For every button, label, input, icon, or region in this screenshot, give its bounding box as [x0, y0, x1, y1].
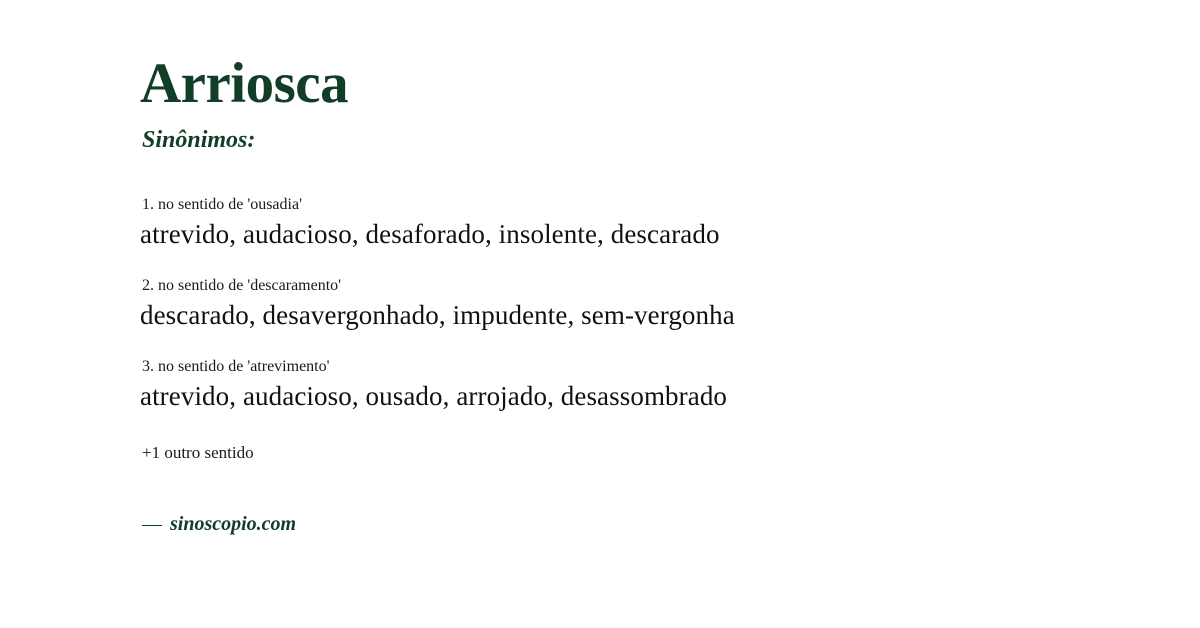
sense-label: 2. no sentido de 'descaramento' — [142, 276, 342, 294]
synonyms-subtitle: Sinônimos: — [142, 126, 256, 153]
senses-list — [140, 195, 1080, 414]
sense-label: 1. no sentido de 'ousadia' — [142, 195, 302, 213]
source-attribution — [142, 512, 1080, 536]
sense-item — [140, 357, 1080, 414]
sense-item — [140, 195, 1080, 252]
em-dash-icon: — — [142, 512, 162, 535]
page-title: Arriosca — [140, 52, 349, 115]
sense-synonyms: descarado, desavergonhado, impudente, sem-vergonha — [140, 299, 735, 330]
sense-item — [140, 276, 1080, 333]
sense-synonyms: atrevido, audacioso, ousado, arrojado, desassombrado — [140, 380, 728, 411]
sense-label: 3. no sentido de 'atrevimento' — [142, 357, 330, 375]
more-senses-note: +1 outro sentido — [142, 443, 254, 463]
source-site-name: sinoscopio.com — [170, 512, 297, 535]
sense-synonyms: atrevido, audacioso, desaforado, insolente, descarado — [140, 218, 720, 249]
